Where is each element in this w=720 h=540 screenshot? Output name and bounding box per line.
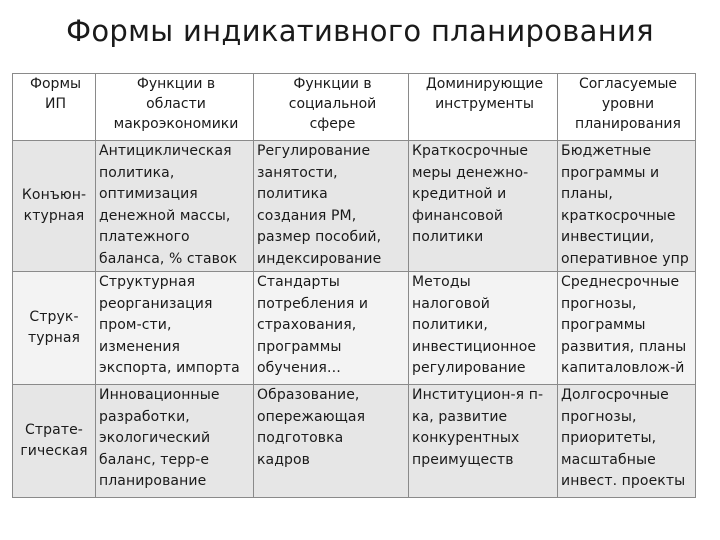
macro-functions-cell xyxy=(96,272,254,385)
header-cell xyxy=(96,74,254,141)
cell-line: ктурная xyxy=(23,208,85,224)
cell-line: Регулирование xyxy=(257,143,371,159)
levels-cell xyxy=(558,385,696,498)
cell-line: инвест. проекты xyxy=(561,473,686,489)
cell-line: налоговой xyxy=(412,295,490,312)
table-row xyxy=(13,385,696,498)
header-cell xyxy=(558,74,696,141)
cell-line: размер пособий, xyxy=(257,229,382,245)
cell-line: капиталовлож-й xyxy=(561,360,685,376)
cell-line: Инновационные xyxy=(99,387,220,403)
cell-line: Образование, xyxy=(257,387,360,403)
cell-line: ка, развитие xyxy=(412,408,508,425)
cell-line: разработки, xyxy=(99,408,190,425)
cell-line: меры денежно- xyxy=(412,164,529,181)
cell-line: подготовка xyxy=(257,430,344,446)
cell-line: регулирование xyxy=(412,360,526,376)
tools-cell xyxy=(409,272,558,385)
cell-line: страхования, xyxy=(257,317,357,333)
header-line: Согласуемые xyxy=(578,76,678,92)
cell-line: опережающая xyxy=(257,408,366,425)
header-line: Функции в xyxy=(293,76,372,92)
cell-line: экспорта, импорта xyxy=(99,360,240,376)
cell-line: оптимизация xyxy=(99,186,198,202)
cell-line: инвестиции, xyxy=(561,229,655,245)
header-cell xyxy=(13,74,96,141)
cell-line: прогнозы, xyxy=(561,295,637,312)
social-functions-cell xyxy=(254,272,409,385)
slide-title: Формы индикативного планирования xyxy=(66,14,654,48)
header-cell xyxy=(254,74,409,141)
cell-line: преимуществ xyxy=(412,451,514,468)
cell-line: краткосрочные xyxy=(561,207,676,224)
social-functions-cell xyxy=(254,141,409,272)
cell-line: экологический xyxy=(99,430,211,446)
header-line: инструменты xyxy=(435,96,534,112)
tools-cell xyxy=(409,385,558,498)
header-line: области xyxy=(146,96,206,112)
header-cell xyxy=(409,74,558,141)
cell-line: масштабные xyxy=(561,451,656,468)
header-line: социальной xyxy=(288,96,377,112)
cell-line: Струк- xyxy=(29,308,79,325)
header-line: уровни xyxy=(601,96,655,112)
cell-line: Стандарты xyxy=(257,274,340,290)
cell-line: кадров xyxy=(257,451,311,468)
cell-line: турная xyxy=(27,330,81,346)
cell-line: платежного xyxy=(99,229,190,245)
form-name-cell xyxy=(13,141,96,272)
cell-line: индексирование xyxy=(257,250,382,267)
tools-cell xyxy=(409,141,558,272)
macro-functions-cell xyxy=(96,141,254,272)
cell-line: баланс, терр-е xyxy=(99,451,210,468)
cell-line: занятости, xyxy=(257,164,338,181)
table-row xyxy=(13,272,696,385)
cell-line: Антициклическая xyxy=(99,143,232,159)
header-line: Функции в xyxy=(136,76,216,92)
cell-line: конкурентных xyxy=(412,430,520,446)
cell-line: Долгосрочные xyxy=(561,387,669,403)
cell-line: оперативное упр xyxy=(561,250,689,267)
header-line: Формы xyxy=(29,76,82,92)
table-header-row xyxy=(13,74,696,141)
header-line: ИП xyxy=(45,96,66,112)
cell-line: изменения xyxy=(99,338,181,355)
cell-line: приоритеты, xyxy=(561,430,657,446)
cell-line: развития, планы xyxy=(561,338,687,355)
cell-line: Методы xyxy=(412,274,471,290)
cell-line: политики, xyxy=(412,317,488,333)
cell-line: политика xyxy=(257,186,328,202)
levels-cell xyxy=(558,141,696,272)
cell-line: обучения… xyxy=(257,360,341,376)
levels-cell xyxy=(558,272,696,385)
cell-line: Среднесрочные xyxy=(561,274,680,290)
cell-line: гическая xyxy=(20,443,88,459)
cell-line: Краткосрочные xyxy=(412,143,529,159)
cell-line: прогнозы, xyxy=(561,408,637,425)
cell-line: денежной массы, xyxy=(99,207,231,224)
social-functions-cell xyxy=(254,385,409,498)
cell-line: программы xyxy=(561,317,646,333)
header-line: макроэкономики xyxy=(113,116,239,132)
cell-line: планы, xyxy=(561,186,613,202)
cell-line: планирование xyxy=(99,473,207,489)
form-name-cell xyxy=(13,272,96,385)
cell-line: Конъюн- xyxy=(21,186,87,203)
cell-line: пром-сти, xyxy=(99,317,172,333)
cell-line: программы и xyxy=(561,164,660,181)
planning-forms-table xyxy=(12,73,696,498)
cell-line: политика, xyxy=(99,164,175,181)
cell-line: кредитной и xyxy=(412,186,507,202)
cell-line: инвестиционное xyxy=(412,338,537,355)
header-line: сфере xyxy=(309,116,356,132)
cell-line: Бюджетные xyxy=(561,143,652,159)
header-line: планирования xyxy=(575,116,681,132)
cell-line: потребления и xyxy=(257,295,369,312)
cell-line: Институцион-я п- xyxy=(412,387,544,403)
macro-functions-cell xyxy=(96,385,254,498)
cell-line: политики xyxy=(412,229,484,245)
form-name-cell xyxy=(13,385,96,498)
cell-line: создания РМ, xyxy=(257,207,357,224)
table-row xyxy=(13,141,696,272)
cell-line: Страте- xyxy=(25,421,83,438)
cell-line: Структурная xyxy=(99,274,196,290)
cell-line: баланса, % ставок xyxy=(99,250,238,267)
cell-line: программы xyxy=(257,338,342,355)
cell-line: финансовой xyxy=(412,207,504,224)
cell-line: реорганизация xyxy=(99,295,213,312)
header-line: Доминирующие xyxy=(425,76,544,92)
